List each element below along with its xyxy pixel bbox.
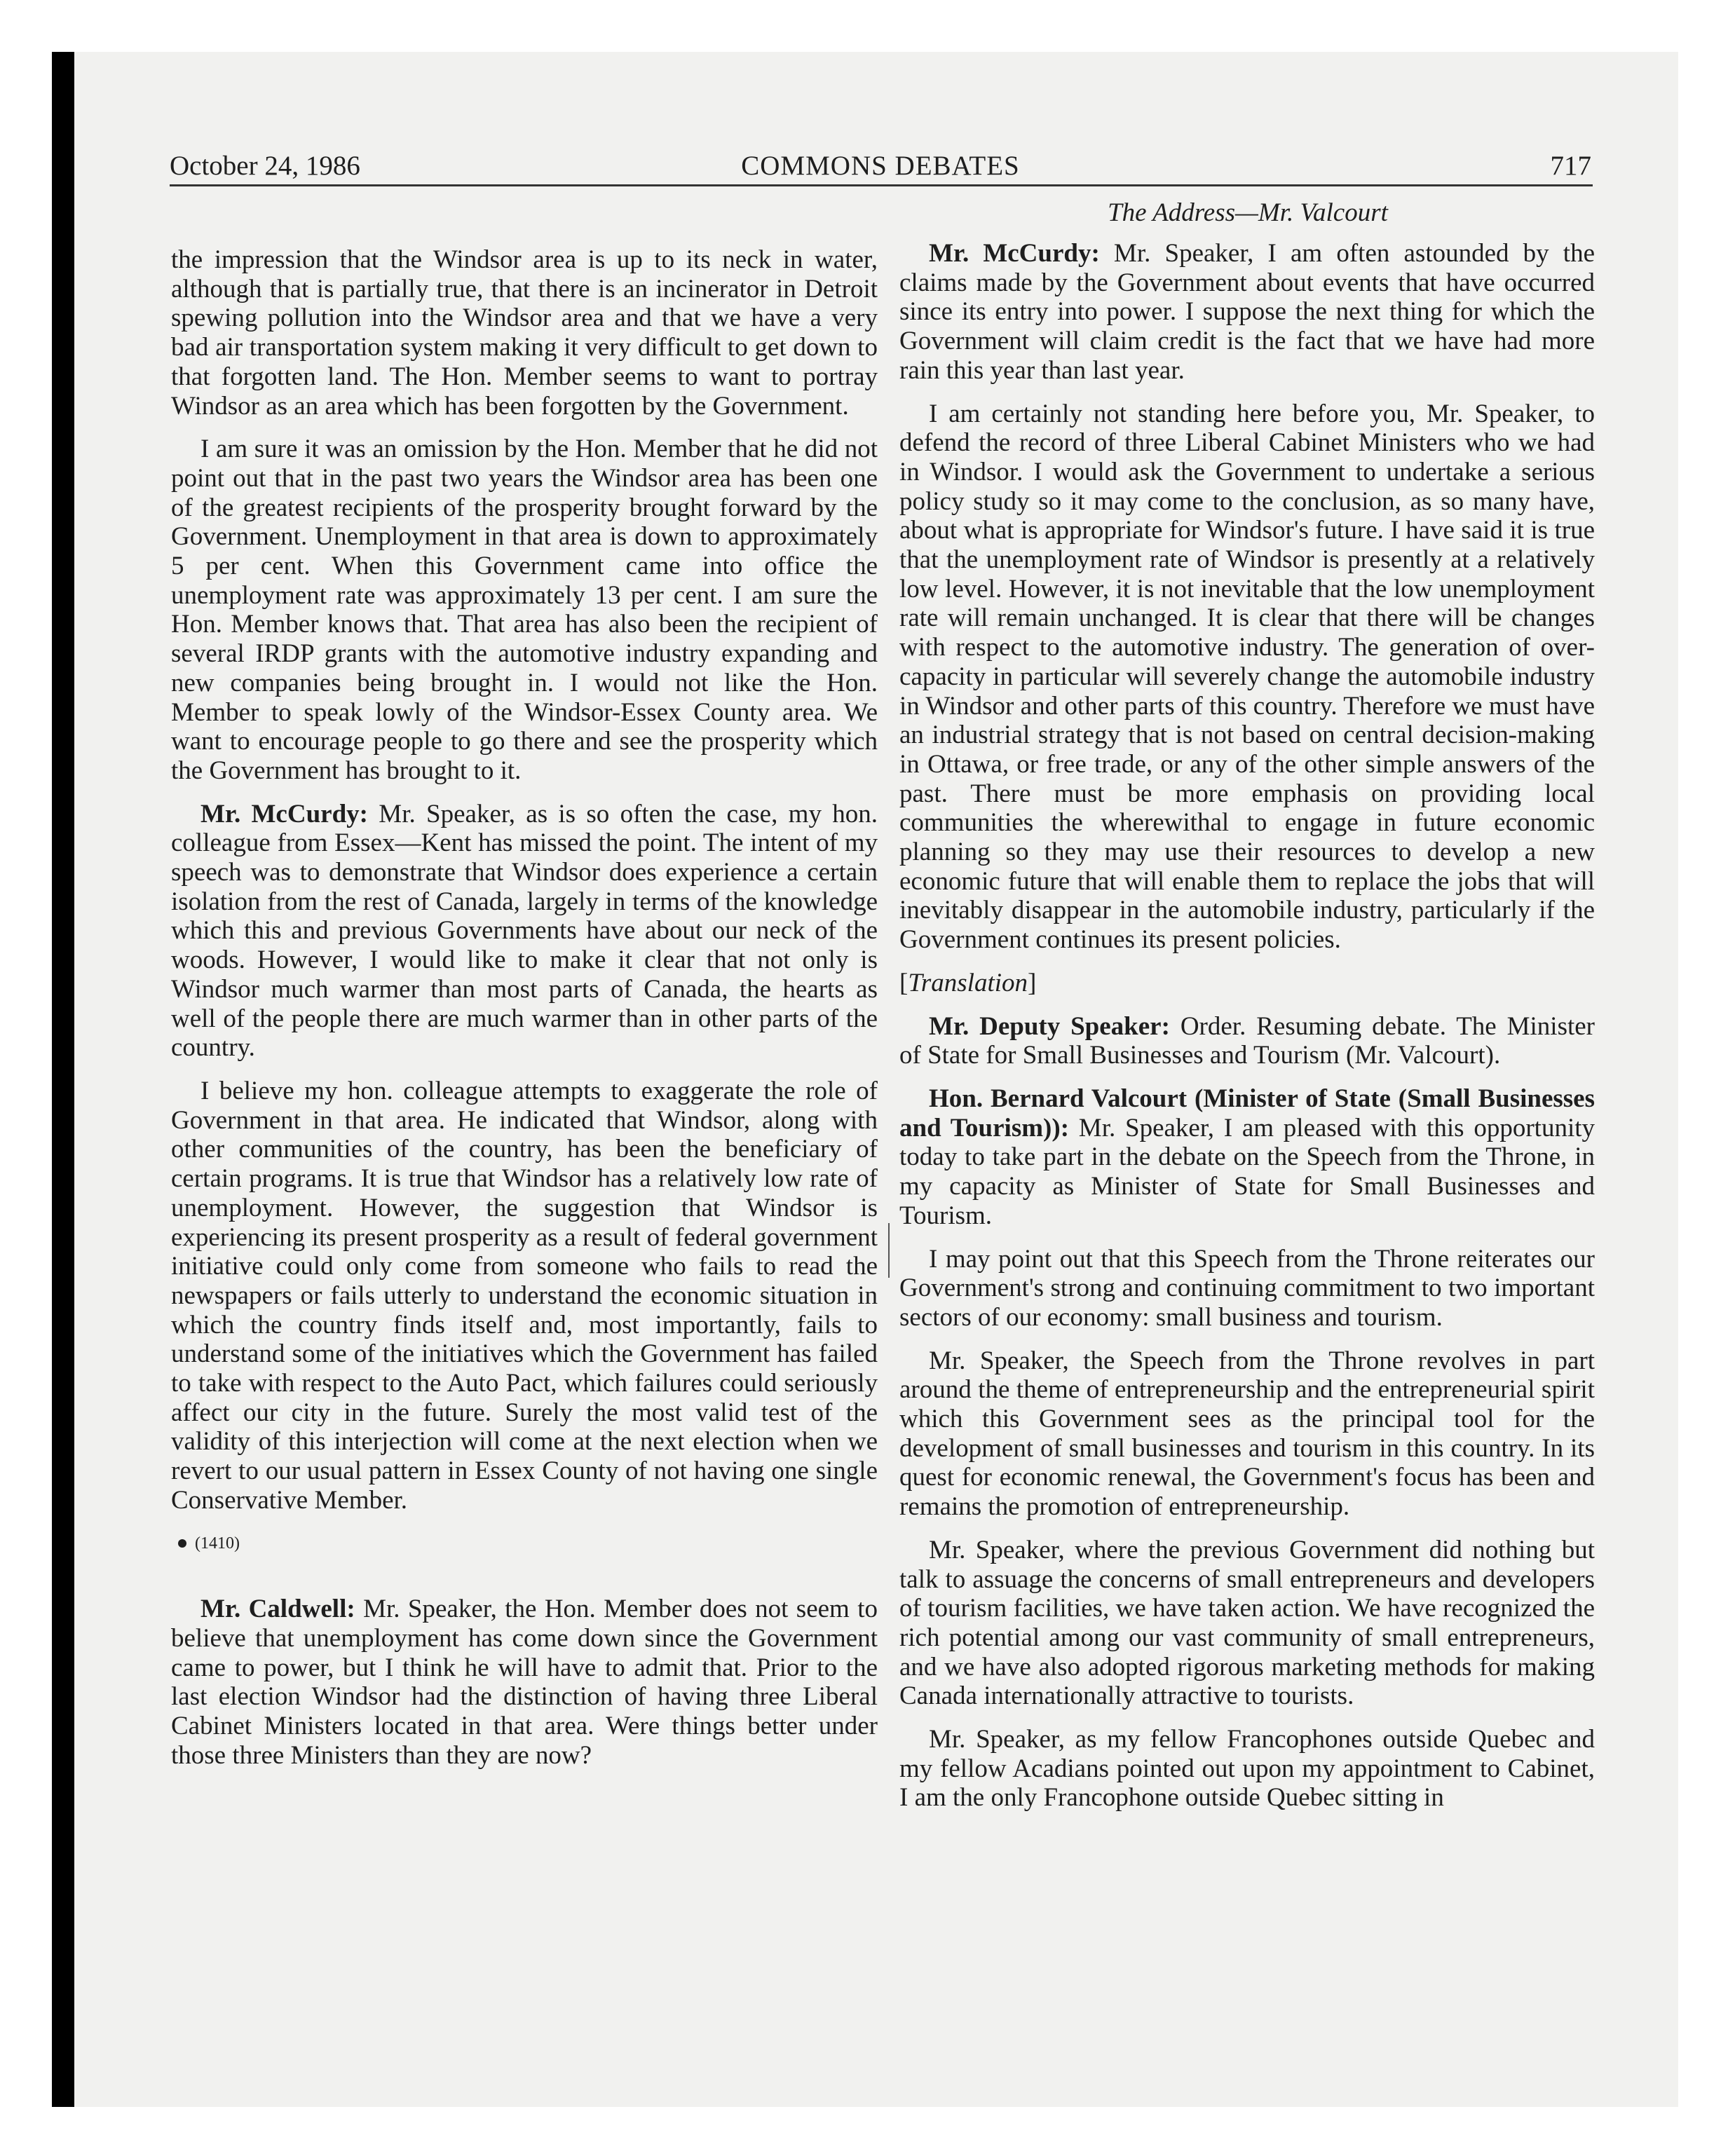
speaker-name: Mr. McCurdy: [200, 799, 368, 828]
speech-block [899, 1084, 1595, 1231]
speaker-name: Mr. Deputy Speaker: [929, 1011, 1170, 1041]
time-marker-text: (1410) [195, 1534, 240, 1553]
translation-marker: [Translation] [899, 968, 1037, 997]
bullet-icon [178, 1539, 186, 1548]
paragraph: I am certainly not standing here before you, Mr. Speaker, to defend the record of three Liberal Cabinet Ministers who we had in Windsor. I would ask the Government to undertake a serious policy study so it may come to the conclusion, as so many have, about what is appropriate for Windsor's future. I have said it is true that the unemployment rate of Windsor is presently at a relatively low level. However, it is not inevitable that the low unemployment rate will remain unchanged. It is clear that there will be changes with respect to the automotive industry. The generation of over-capacity in particular will severely change the automobile industry in Windsor and other parts of this country. Therefore we must have an industrial strategy that is not based on central decision-making in Ottawa, or free trade, or any of the other simple answers of the past. There must be more emphasis on providing local communities the wherewithal to engage in future economic planning so they may use their resources to develop a new economic future that will enable them to replace the jobs that will inevitably disappear in the automobile industry, particularly if the Government continues its present policies. [899, 399, 1595, 955]
speech-text: Mr. Speaker, as is so often the case, my hon. colleague from Essex—Kent has missed the point. The intent of my speech was to demonstrate that Windsor does experience a certain isolation from the rest of Canada, largely in terms of the knowledge which this and previous Governments have about our neck of the woods. However, I would like to make it clear that not only is Windsor much warmer than most parts of Canada, the hearts as well of the people there are much warmer than in other parts of the country. [171, 799, 878, 1063]
paragraph: I am sure it was an omission by the Hon. Member that he did not point out that in the past two years the Windsor area has been one of the greatest recipients of the prosperity brought forward by the Government. Unemployment in that area is down to approximately 5 per cent. When this Government came into office the unemployment rate was approximately 13 per cent. I am sure the Hon. Member knows that. That area has also been the recipient of several IRDP grants with the automotive industry expanding and new companies being brought in. I would not like the Hon. Member to speak lowly of the Windsor-Essex County area. We want to encourage people to go there and see the prosperity which the Government has brought to it. [171, 435, 878, 785]
time-marker [178, 1529, 878, 1559]
speech-paragraph [899, 1084, 1595, 1231]
paragraph: the impression that the Windsor area is up to its neck in water, although that is partially true, that there is an incinerator in Detroit spewing pollution into the Windsor area and that we have a very bad air transportation system making it very difficult to get down to that forgotten land. The Hon. Member seems to want to portray Windsor as an area which has been forgotten by the Government. [171, 245, 878, 421]
speech-paragraph [899, 239, 1595, 386]
speech-paragraph [171, 1595, 878, 1770]
speech-text: Mr. Speaker, I am pleased with this opportunity today to take part in the debate on the Speech from the Throne, in my capacity as Minister of State for Small Businesses and Tourism. [899, 1113, 1595, 1230]
speech-text: Mr. Speaker, I am often astounded by the claims made by the Government about events that have occurred since its entry into power. I suppose the next thing for which the Government will claim credit is the fact that we have had more rain this year than last year. [899, 239, 1595, 385]
left-column [171, 245, 878, 1784]
binding-edge [52, 52, 74, 2107]
header-date: October 24, 1986 [170, 151, 360, 181]
right-column [899, 239, 1595, 1827]
paragraph: Mr. Speaker, as my fellow Francophones outside Quebec and my fellow Acadians pointed out upon my appointment to Cabinet, I am the only Francophone outside Quebec sitting in [899, 1725, 1595, 1813]
speaker-name: Hon. Bernard Valcourt (Minister of State (Small Businesses and Tourism)): [899, 1084, 1595, 1142]
margin-bar [888, 1223, 890, 1278]
page-header [170, 143, 1591, 185]
paragraph: I may point out that this Speech from the Throne reiterates our Government's strong and continuing commitment to two important sectors of our economy: small business and tourism. [899, 1244, 1595, 1332]
header-title: COMMONS DEBATES [741, 151, 1020, 181]
page-number: 717 [1550, 151, 1591, 181]
speech-paragraph [171, 800, 878, 1063]
paragraph: Mr. Speaker, the Speech from the Throne revolves in part around the theme of entrepreneurship and the entrepreneurial spirit which this Government sees as the principal tool for the development of small businesses and tourism in this country. In its quest for economic renewal, the Government's focus has been and remains the promotion of entrepreneurship. [899, 1346, 1595, 1522]
paragraph: Mr. Speaker, where the previous Government did nothing but talk to assuage the concerns of small entrepreneurs and developers of tourism facilities, we have taken action. We have recognized the rich potential among our vast community of small entrepreneurs, and we have also adopted rigorous marketing methods for making Canada internationally attractive to tourists. [899, 1535, 1595, 1711]
speech-paragraph [899, 1012, 1595, 1070]
speech-text: Mr. Speaker, the Hon. Member does not seem to believe that unemployment has come down since the Government came to power, but I think he will have to admit that. Prior to the last election Windsor had the distinction of having three Liberal Cabinet Ministers located in that area. Were things better under those three Ministers than they are now? [171, 1595, 878, 1770]
speaker-name: Mr. Caldwell: [200, 1595, 355, 1624]
paragraph: I believe my hon. colleague attempts to exaggerate the role of Government in that area. He indicated that Windsor, along with other communities of the country, has been the beneficiary of certain programs. It is true that Windsor has a relatively low rate of unemployment. However, the suggestion that Windsor is experiencing its present prosperity as a result of federal government initiative could only come from someone who fails to read the newspapers or fails utterly to understand the economic situation in which the country finds itself and, most importantly, fails to understand some of the initiatives which the Government has failed to take with respect to the Auto Pact, which failures could seriously affect our city in the future. Surely the most valid test of the validity of this interjection will come at the next election when we revert to our usual pattern in Essex County of not having one single Conservative Member. [171, 1076, 878, 1515]
translation-label: Translation [908, 968, 1028, 997]
running-head: The Address—Mr. Valcourt [1108, 198, 1388, 227]
speaker-name: Mr. McCurdy: [929, 239, 1100, 268]
speech-text: Order. Resuming debate. The Minister of State for Small Businesses and Tourism (Mr. Valcourt). [899, 1011, 1595, 1070]
header-rule [170, 184, 1593, 186]
